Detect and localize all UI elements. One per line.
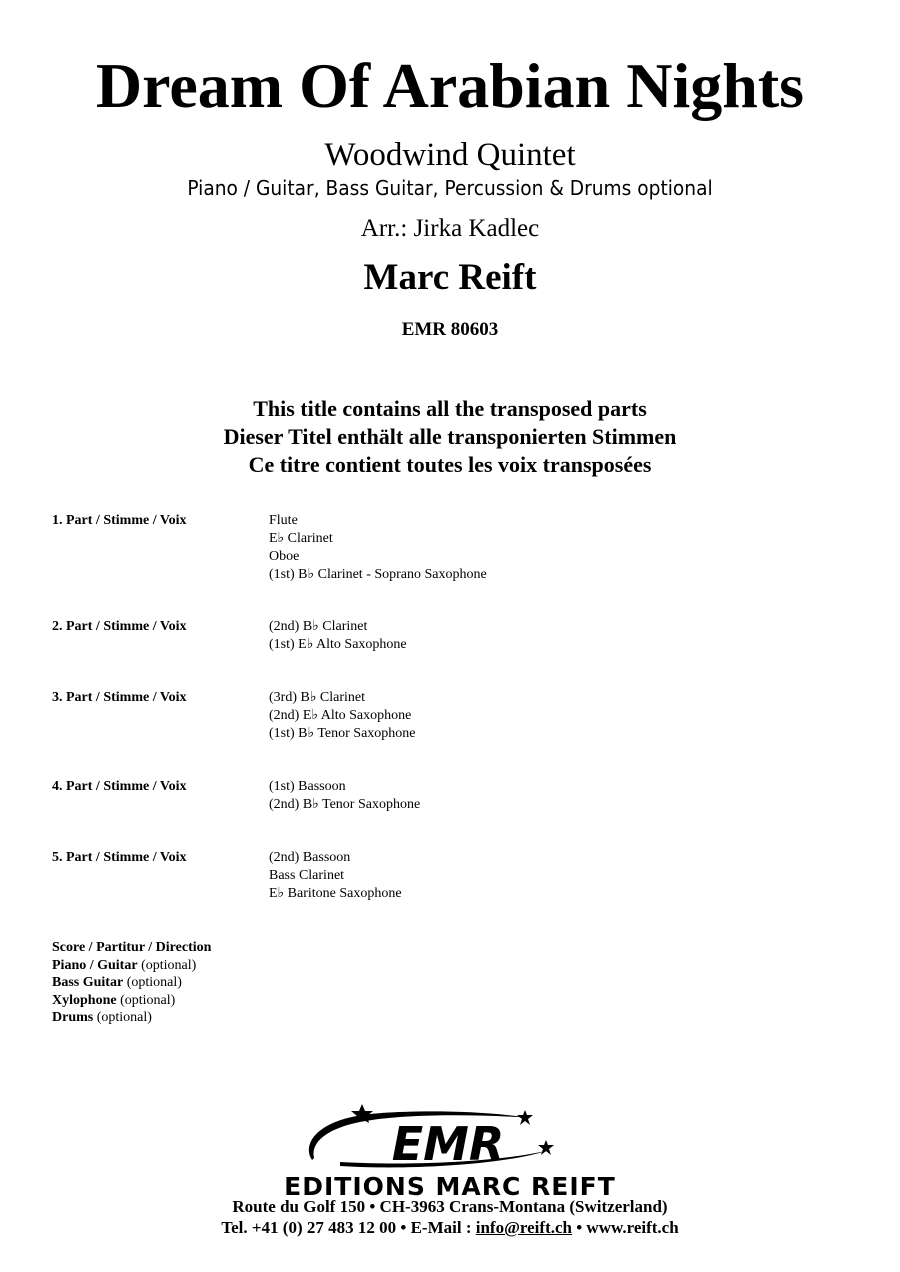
svg-text:EMR: EMR <box>391 1117 505 1171</box>
part-label: 2. Part / Stimme / Voix <box>52 619 187 634</box>
part-label: 5. Part / Stimme / Voix <box>52 850 187 865</box>
extra-item: Score / Partitur / Direction <box>52 940 212 955</box>
part-label: 4. Part / Stimme / Voix <box>52 779 187 794</box>
contact-phone: Tel. +41 (0) 27 483 12 00 • E-Mail : <box>221 1218 476 1237</box>
instrument-item: Bass Clarinet <box>269 868 345 883</box>
part-label: 1. Part / Stimme / Voix <box>52 513 187 528</box>
instrument-item: E♭ Clarinet <box>269 531 333 546</box>
publisher-name: EDITIONS MARC REIFT <box>284 1172 616 1201</box>
transposed-note-en: This title contains all the transposed parts <box>253 396 647 421</box>
part-instruments <box>269 618 407 654</box>
page-title: Dream Of Arabian Nights <box>95 50 805 121</box>
arranger: Arr.: Jirka Kadlec <box>360 215 540 242</box>
transposed-note-fr: Ce titre contient toutes les voix transposées <box>248 452 652 477</box>
instrument-item: (3rd) B♭ Clarinet <box>269 690 366 705</box>
instrument-item: (1st) B♭ Clarinet - Soprano Saxophone <box>269 567 487 582</box>
instrument-item: (1st) Bassoon <box>269 779 346 794</box>
publisher-contact <box>0 1217 900 1239</box>
part-instruments <box>269 512 487 584</box>
contact-website: • www.reift.ch <box>571 1218 679 1237</box>
catalog-number: EMR 80603 <box>401 319 499 340</box>
composer: Marc Reift <box>363 257 537 298</box>
instrument-item: (1st) B♭ Tenor Saxophone <box>269 726 416 741</box>
transposed-note-de: Dieser Titel enthält alle transponierten Stimmen <box>223 424 677 449</box>
instrument-item: Flute <box>269 513 298 528</box>
part-instruments <box>269 849 402 903</box>
instrument-item: (1st) E♭ Alto Saxophone <box>269 637 407 652</box>
instrument-item: (2nd) B♭ Clarinet <box>269 619 368 634</box>
part-instruments <box>269 778 420 814</box>
extras-list <box>52 939 211 1027</box>
part-instruments <box>269 689 416 743</box>
email-link[interactable]: info@reift.ch <box>475 1218 572 1237</box>
emr-logo <box>300 1100 600 1174</box>
instrument-item: (2nd) B♭ Tenor Saxophone <box>269 797 421 812</box>
instrument-item: E♭ Baritone Saxophone <box>269 886 402 901</box>
instrument-item: Oboe <box>269 549 300 564</box>
instrumentation: Piano / Guitar, Bass Guitar, Percussion & Drums optional <box>187 176 713 200</box>
extra-item: Bass Guitar (optional) <box>52 975 182 990</box>
instrument-item: (2nd) E♭ Alto Saxophone <box>269 708 412 723</box>
extra-item: Drums (optional) <box>52 1010 152 1025</box>
subtitle: Woodwind Quintet <box>324 137 576 173</box>
star-icon <box>517 1110 533 1125</box>
instrument-item: (2nd) Bassoon <box>269 850 351 865</box>
extra-item: Piano / Guitar (optional) <box>52 957 197 973</box>
extra-item: Xylophone (optional) <box>52 992 176 1008</box>
part-label: 3. Part / Stimme / Voix <box>52 690 187 705</box>
publisher-address: Route du Golf 150 • CH-3963 Crans-Montana (Switzerland) <box>232 1197 668 1216</box>
